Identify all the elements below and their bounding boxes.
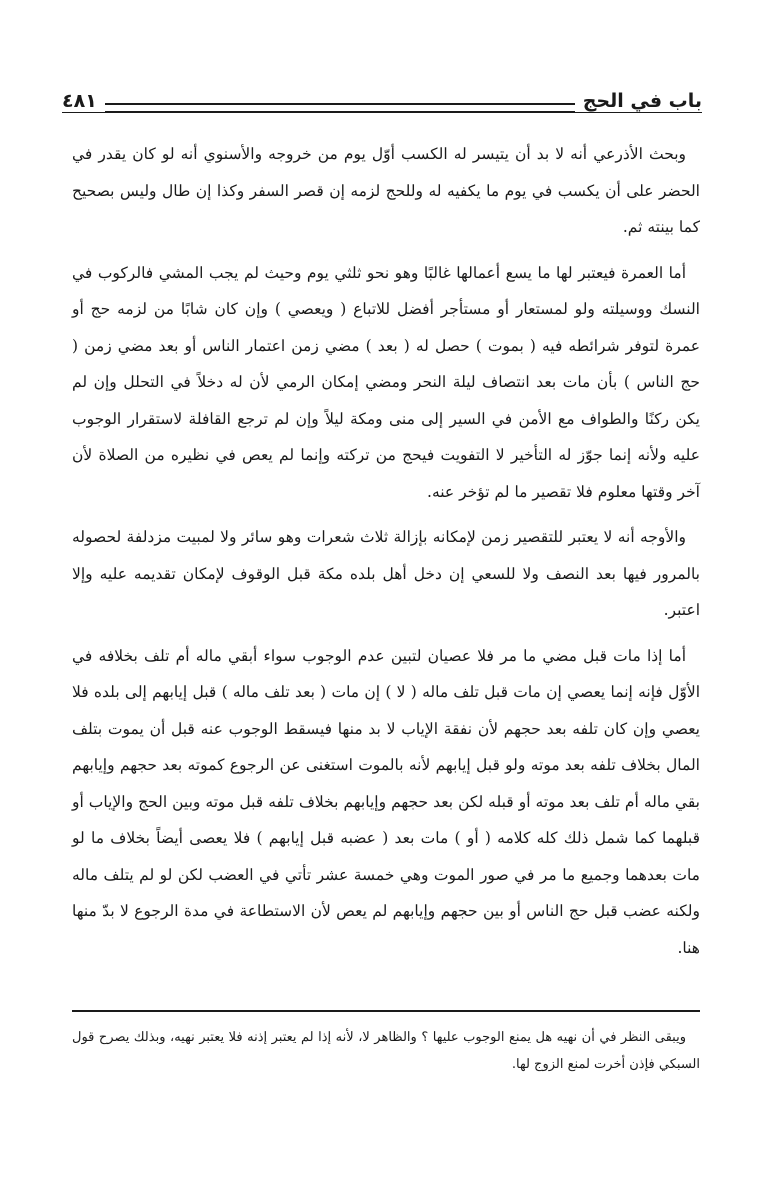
page-number: ٤٨١ (62, 90, 105, 112)
paragraph-4: أما إذا مات قبل مضي ما مر فلا عصيان لتبين عدم الوجوب سواء أبقي ماله أم تلف بخلافه في الأوّل فإنه إنما يعصي إن مات قبل تلف ماله ( لا ) إن مات ( بعد تلف ماله ) قبل إيابهم إلى بلده فلا يعصي وإن كان تلفه بعد حجهم لأن نفقة الإياب لا بد منها فيسقط الوجوب عنه قبل أن يموت بتلف المال بخلاف تلفه بعد موته ولو قبل إيابهم لأنه بالموت استغنى عن الرجوع كموته بعد حجهم وإيابهم بقي ماله أم تلف بعد موته أو قبله لكن بعد حجهم وإيابهم بخلاف تلفه قبل موته وبين الحج والإياب أو قبلهما كما شمل ذلك كله كلامه ( أو ) مات بعد ( عضبه قبل إيابهم ) فلا يعصى أيضاً بخلاف ما لو مات بعدهما وجميع ما مر في صور الموت وهي خمسة عشر تأتي في العضب لكن لو لم يتلف ماله ولكنه عضب قبل حج الناس أو بين حجهم وإيابهم لم يعص لأن الاستطاعة في مدة الرجوع لا بدّ منها هنا. (72, 646, 700, 957)
paragraph-3: والأوجه أنه لا يعتبر للتقصير زمن لإمكانه بإزالة ثلاث شعرات وهو سائر ولا لمبيت مزدلفة لحصوله بالمرور فيها بعد النصف ولا للسعي إن دخل أهل بلده مكة قبل الوقوف لإمكان تقديمه عليه وإلا اعتبر. (72, 528, 700, 619)
footnote-divider (72, 1010, 700, 1012)
paragraph-2: أما العمرة فيعتبر لها ما يسع أعمالها غالبًا وهو نحو ثلثي يوم وحيث لم يجب المشي فالركوب في النسك ووسيلته ولو لمستعار أو مستأجر أفضل للاتباع ( ويعصي ) وإن كان شابًا من لزمه حج أو عمرة لتوفر شرائطه فيه ( بموت ) حصل له ( بعد ) مضي زمن اعتمار الناس أو بعد مضي زمن ( حج الناس ) بأن مات بعد انتصاف ليلة النحر ومضي إمكان الرمي لأن له دخلاً في التحلل وإن لم يكن ركنًا والطواف مع الأمن في السير إلى منى ومكة ليلاً وإن لم ترجع القافلة لاستقرار الوجوب عليه ولأنه إنما جوّز له التأخير لا التفويت فيحج من تركته وإنما لم يعص في نظيره من الصلاة لأن آخر وقتها معلوم فلا تقصير ما لم تؤخر عنه. (72, 263, 700, 501)
footnote: ويبقى النظر في أن نهيه هل يمنع الوجوب عليها ؟ والظاهر لا، لأنه إذا لم يعتبر إذنه فلا يعتبر نهيه، وبذلك يصرح قول السبكي فإذن أخرت لمنع الزوج لها. (72, 1030, 700, 1072)
chapter-title: باب في الحج (575, 90, 702, 112)
main-text (72, 136, 700, 966)
paragraph-1: وبحث الأذرعي أنه لا بد أن يتيسر له الكسب أوّل يوم من خروجه والأسنوي أنه لو كان يقدر في الحضر على أن يكسب في يوم ما يكفيه له وللحج لزمه إن قصر السفر وكذا إن طال وليس بصحيح كما بينته ثم. (72, 145, 700, 236)
running-header (62, 86, 702, 122)
